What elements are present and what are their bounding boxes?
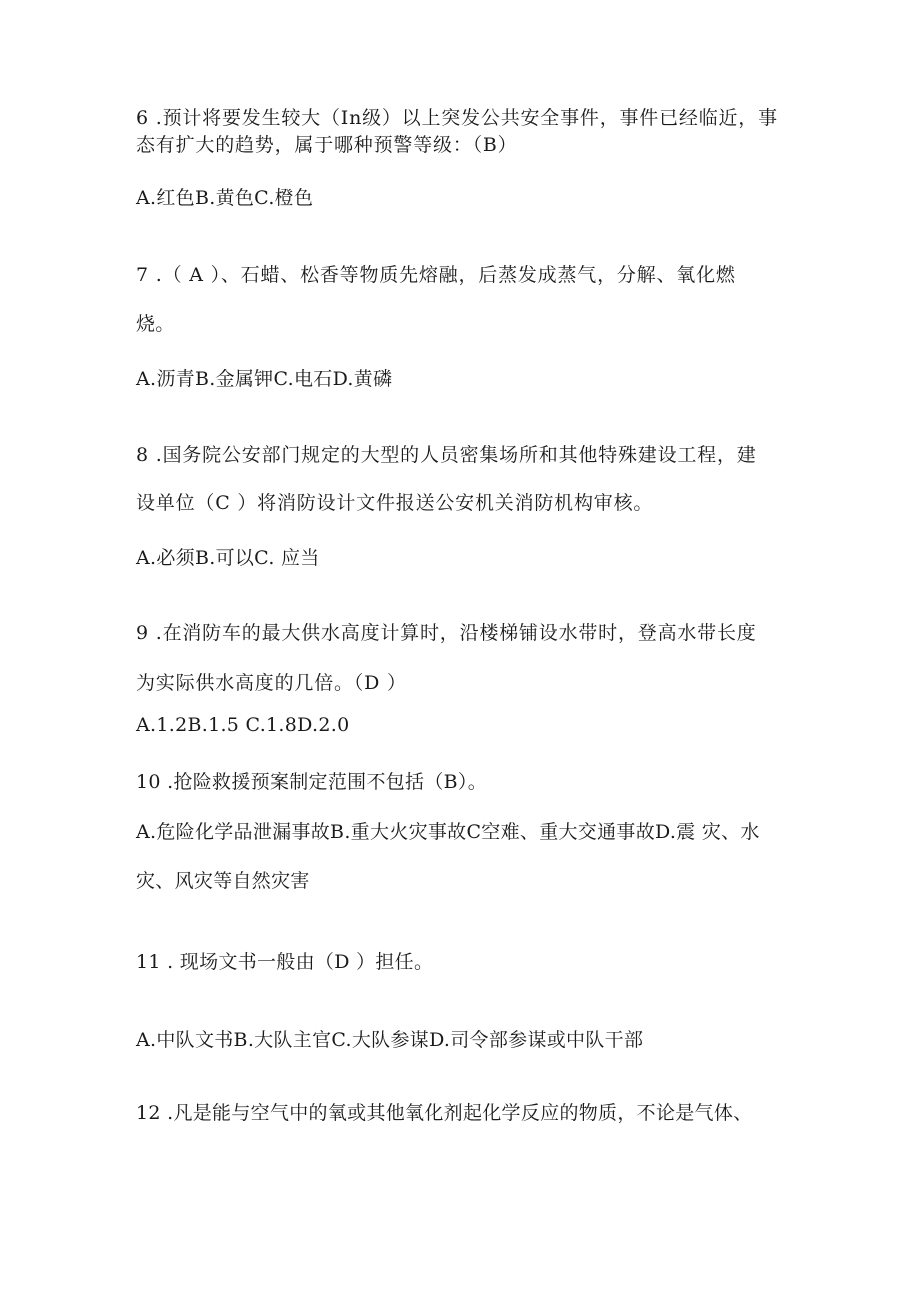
question-9-stem-line-1: 9 .在消防车的最大供水高度计算时，沿楼梯铺设水带时，登高水带长度 [136, 622, 757, 644]
question-6-options: A.红色B.黄色C.橙色 [136, 187, 314, 209]
question-10-options-line-1: A.危险化学品泄漏事故B.重大火灾事故C空难、重大交通事故D.震 灾、水 [136, 821, 760, 843]
question-6-stem-line-1: 6 .预计将要发生较大（In级）以上突发公共安全事件，事件已经临近，事 [136, 107, 778, 129]
question-7-stem-line-2: 烧。 [136, 313, 175, 335]
question-7-stem-line-1: 7 .（ A ）、石蜡、松香等物质先熔融，后蒸发成蒸气，分解、氧化燃 [136, 264, 736, 286]
question-8-stem-line-1: 8 .国务院公安部门规定的大型的人员密集场所和其他特殊建设工程，建 [136, 444, 757, 466]
question-8-stem-line-2: 设单位（C ）将消防设计文件报送公安机关消防机构审核。 [136, 492, 654, 514]
question-10-stem: 10 .抢险救援预案制定范围不包括（B）。 [136, 771, 488, 793]
question-6-stem-line-2: 态有扩大的趋势，属于哪种预警等级：（B） [136, 134, 518, 156]
question-7-options: A.沥青B.金属钾C.电石D.黄磷 [136, 368, 393, 390]
question-11-stem: 11 . 现场文书一般由（D ）担任。 [136, 951, 434, 973]
question-9-stem-line-2: 为实际供水高度的几倍。（D ） [136, 672, 407, 694]
question-12-stem: 12 .凡是能与空气中的氧或其他氧化剂起化学反应的物质，不论是气体、 [136, 1102, 753, 1124]
question-9-options: A.1.2B.1.5 C.1.8D.2.0 [136, 714, 350, 736]
question-8-options: A.必须B.可以C. 应当 [136, 547, 320, 569]
question-10-options-line-2: 灾、风灾等自然灾害 [136, 870, 310, 892]
question-11-options: A.中队文书B.大队主官C.大队参谋D.司令部参谋或中队干部 [136, 1029, 644, 1051]
